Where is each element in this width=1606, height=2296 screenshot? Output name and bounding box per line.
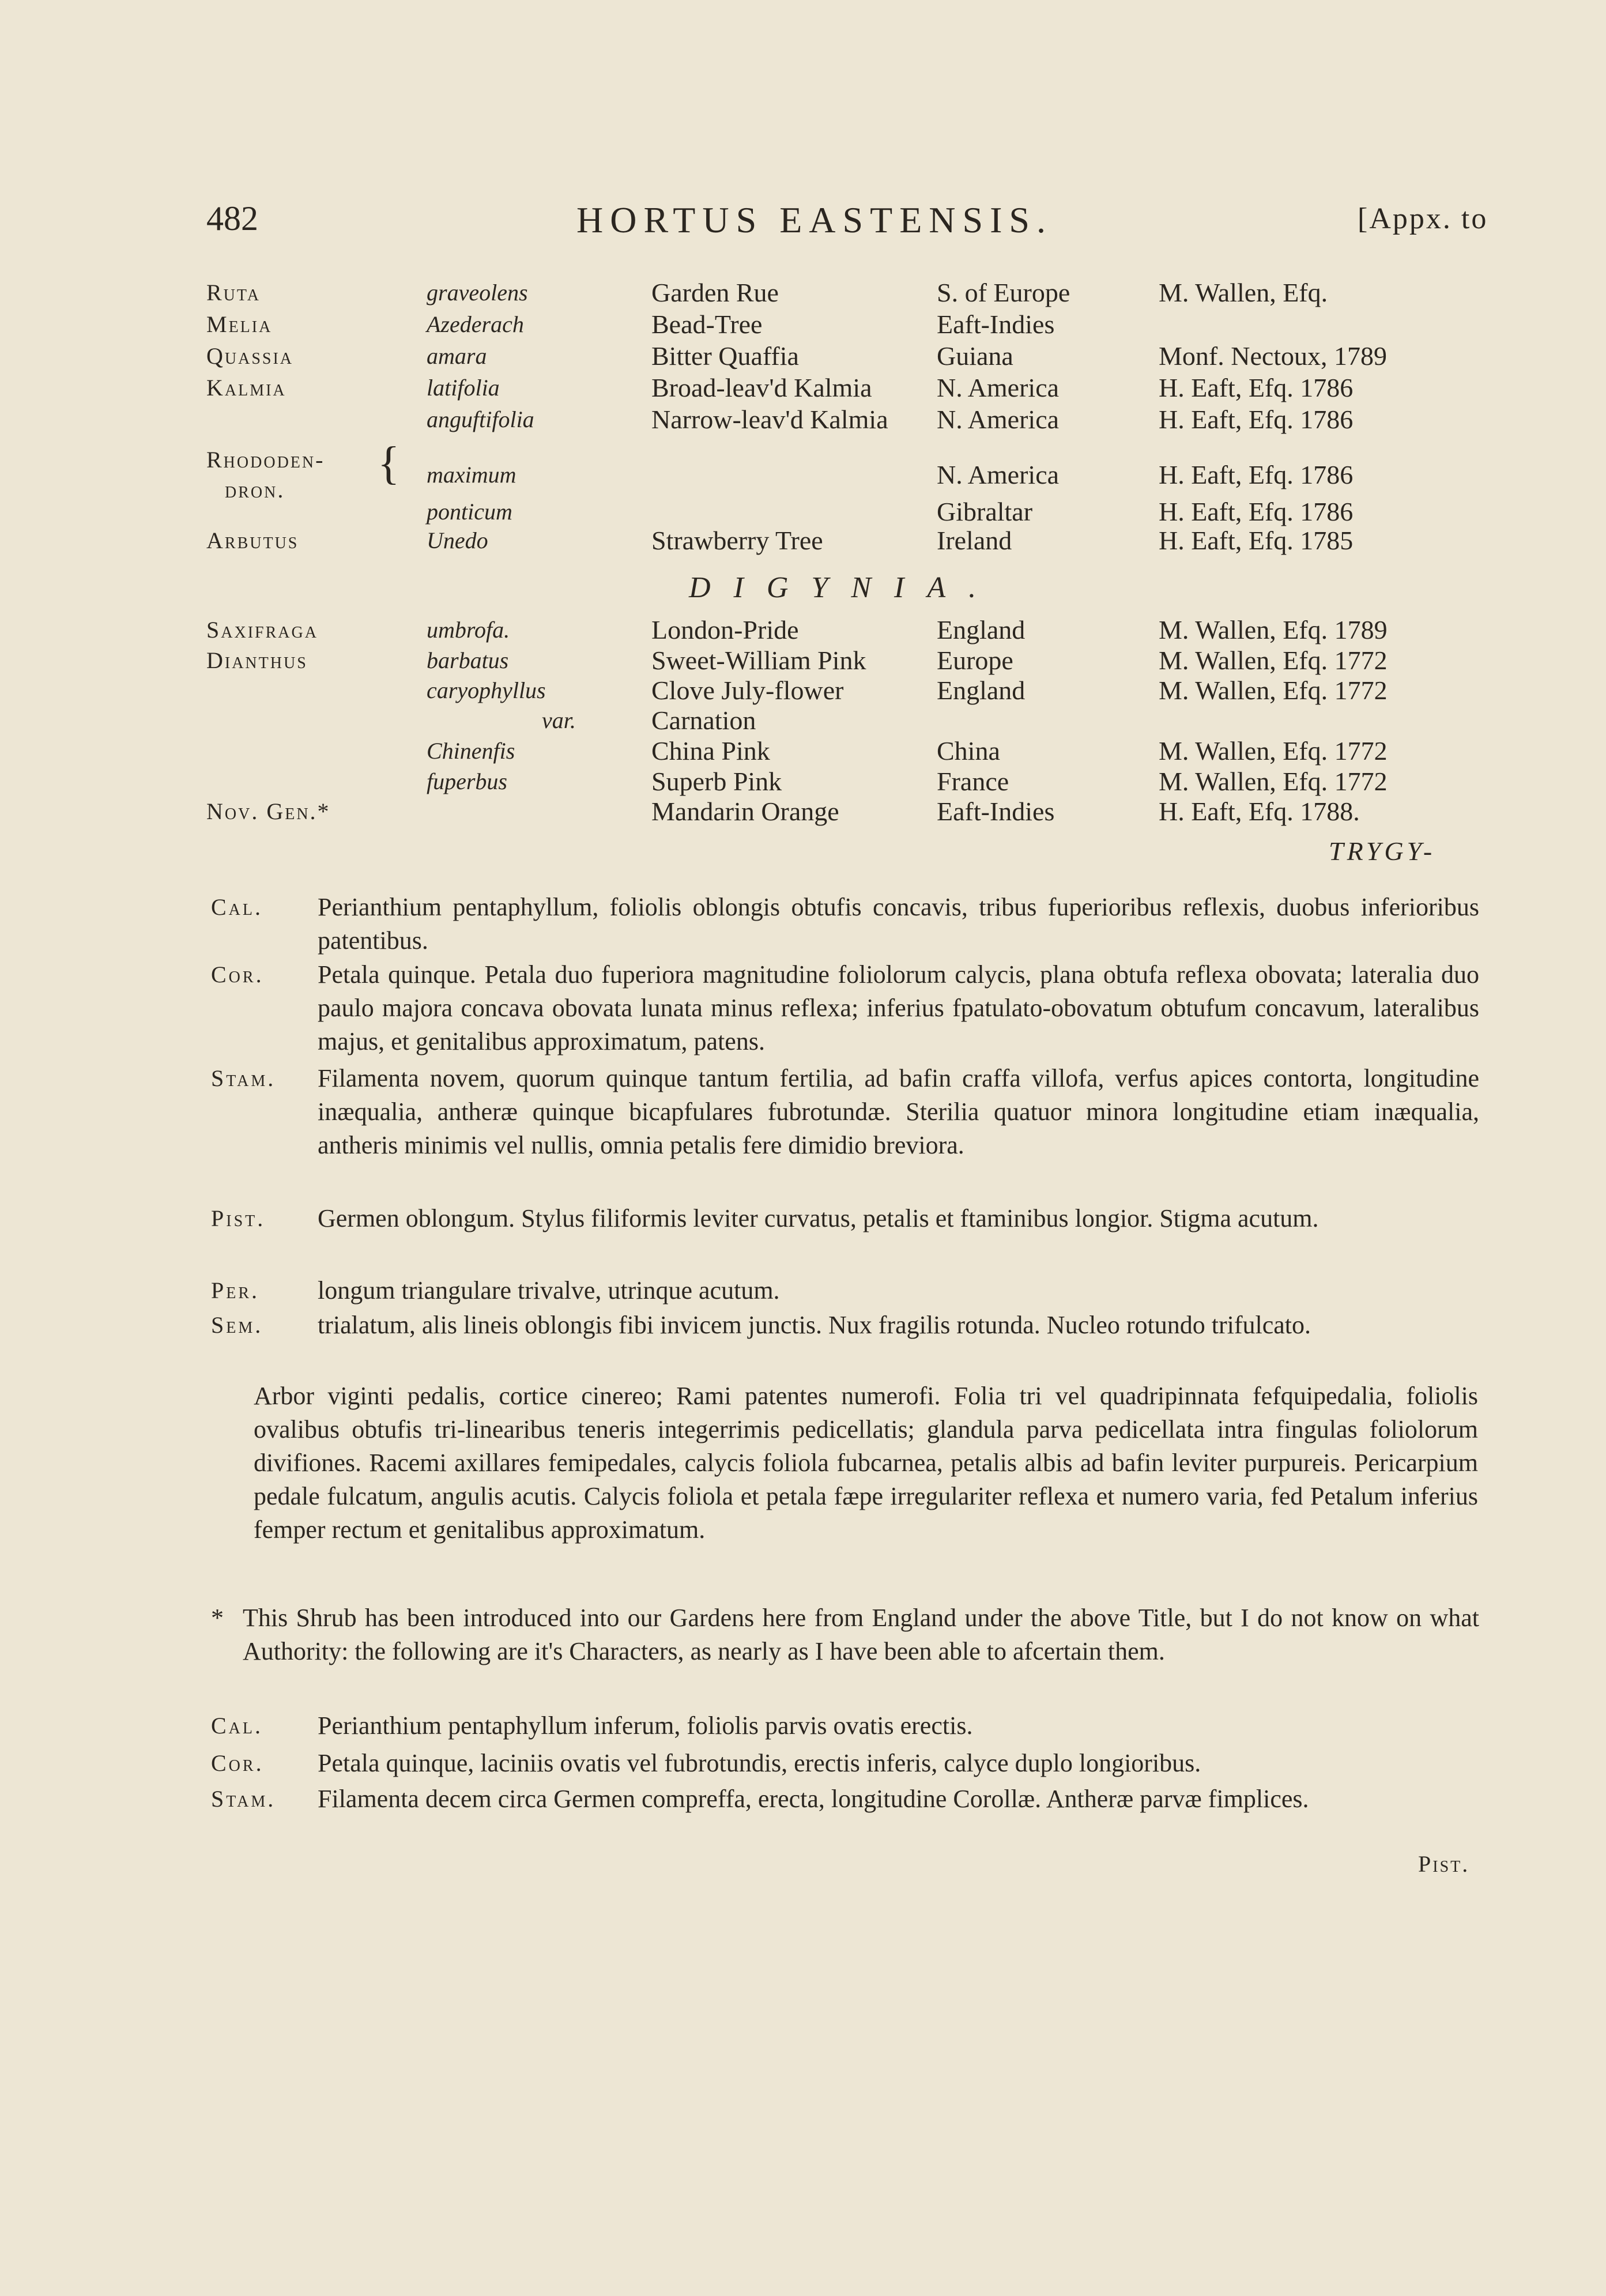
entry-text: Germen oblongum. Stylus filiformis leviter curvatus, petalis et ftaminibus longior. Stigma acutum. (318, 1204, 1319, 1232)
appendix-label: [Appx. to (1358, 202, 1488, 235)
table-row (0, 614, 1606, 649)
country-cell: N. America (937, 373, 1060, 402)
authority-cell: M. Wallen, Efq. 1772 (1159, 736, 1388, 766)
genus-cell: Rhododen- (206, 447, 325, 473)
description-entry (211, 958, 1479, 1058)
genus-cell: Melia (206, 311, 273, 337)
country-cell: Eaft-Indies (937, 310, 1055, 339)
catchword-top: TRYGY- (1329, 836, 1436, 866)
english-name-cell: Mandarin Orange (651, 797, 839, 826)
country-cell: Gibraltar (937, 497, 1033, 526)
species-cell: anguftifolia (427, 406, 534, 432)
genus-cell: Kalmia (206, 375, 286, 401)
genus-cell: Nov. Gen.* (206, 798, 331, 824)
table-row (0, 704, 1606, 739)
entry-label: Cal. (211, 1713, 263, 1739)
species-cell: latifolia (427, 375, 500, 401)
table-row (0, 340, 1606, 375)
country-cell: Eaft-Indies (937, 797, 1055, 826)
species-cell: graveolens (427, 280, 528, 306)
table-row (0, 796, 1606, 830)
section-heading: DIGYNIA. (689, 571, 1000, 604)
entry-text: Petala quinque. Petala duo fuperiora magnitudine foliolorum calycis, plana obtufa reflexa obovata; lateralia duo paulo majora concava obovata lunata minus reflexa; inferius fpatulato-obovatum obtufum concavum, lateralibus majus, et genitalibus approximatum, patens. (318, 960, 1479, 1055)
species-cell: fuperbus (427, 768, 507, 794)
entry-text: trialatum, alis lineis oblongis fibi invicem junctis. Nux fragilis rotunda. Nucleo rotundo trifulcato. (318, 1311, 1311, 1339)
species-cell: umbrofa. (427, 617, 510, 643)
entry-label: Pist. (211, 1205, 266, 1231)
species-cell: caryophyllus (427, 677, 546, 703)
brace-icon: { (378, 438, 400, 489)
country-cell: France (937, 767, 1009, 796)
authority-cell: M. Wallen, Efq. 1772 (1159, 646, 1388, 675)
authority-cell: M. Wallen, Efq. 1772 (1159, 767, 1388, 796)
species-cell: Chinenfis (427, 738, 515, 764)
entry-label: Cor. (211, 1750, 264, 1776)
entry-label: Per. (211, 1277, 260, 1303)
country-cell: Ireland (937, 526, 1012, 555)
english-name-cell: Broad-leav'd Kalmia (651, 373, 872, 402)
entry-text: Filamenta novem, quorum quinque tantum fertilia, ad bafin craffa villofa, verfus apices contorta, longitudine inæqualia, antheræ quinque bicapfulares fubrotundæ. Sterilia quatuor minora longitudine etiam inæqualia, antheris minimis vel nullis, omnia petalis fere dimidio breviora. (318, 1064, 1479, 1159)
english-name-cell: Bitter Quaffia (651, 341, 799, 371)
genus-cell: Saxifraga (206, 617, 318, 643)
description-entry (211, 1309, 1479, 1342)
genus-cell-continued: dron. (225, 477, 285, 503)
authority-cell: H. Eaft, Efq. 1786 (1159, 405, 1354, 434)
genus-cell: Arbutus (206, 527, 299, 553)
table-row (0, 277, 1606, 311)
authority-cell: Monf. Nectoux, 1789 (1159, 341, 1388, 371)
entry-text: longum triangulare trivalve, utrinque acutum. (318, 1276, 780, 1305)
authority-cell: H. Eaft, Efq. 1786 (1159, 497, 1354, 526)
english-name-cell: Garden Rue (651, 278, 779, 307)
country-cell: N. America (937, 405, 1060, 434)
country-cell: China (937, 736, 1000, 766)
entry-label: Sem. (211, 1312, 263, 1338)
footnote-text: This Shrub has been introduced into our Gardens here from England under the above Title, but I do not know on what Authority: the following are it's Characters, as nearly as I have been able to afcertain them. (243, 1604, 1479, 1665)
english-name-cell: Clove July-flower (651, 676, 844, 705)
entry-label: Cal. (211, 894, 263, 920)
english-name-cell: Carnation (651, 706, 756, 735)
authority-cell: M. Wallen, Efq. 1772 (1159, 676, 1388, 705)
table-row (0, 674, 1606, 709)
authority-cell: H. Eaft, Efq. 1786 (1159, 460, 1354, 489)
species-cell: Azederach (427, 311, 524, 337)
country-cell: England (937, 615, 1026, 644)
footnote-marker: * (211, 1604, 224, 1632)
table-row (0, 404, 1606, 438)
country-cell: England (937, 676, 1026, 705)
english-name-cell: Narrow-leav'd Kalmia (651, 405, 888, 434)
entry-label: Stam. (211, 1065, 276, 1091)
genus-cell: Ruta (206, 280, 261, 306)
table-row (0, 766, 1606, 800)
catchword-bottom: Pist. (1418, 1851, 1470, 1877)
authority-cell: H. Eaft, Efq. 1785 (1159, 526, 1354, 555)
table-row (0, 735, 1606, 770)
variety-cell: var. (542, 707, 576, 733)
english-name-cell: China Pink (651, 736, 770, 766)
species-cell: barbatus (427, 647, 509, 673)
description-entry (211, 1274, 1479, 1307)
footnote-entry (211, 1709, 1479, 1743)
english-name-cell: Superb Pink (651, 767, 782, 796)
entry-text: Petala quinque, laciniis ovatis vel fubrotundis, erectis inferis, calyce duplo longioribus. (318, 1749, 1201, 1777)
country-cell: S. of Europe (937, 278, 1070, 307)
species-cell: Unedo (427, 527, 488, 553)
table-row (0, 525, 1606, 559)
page-number: 482 (206, 199, 258, 237)
running-title: HORTUS EASTENSIS. (576, 199, 1053, 240)
habit-paragraph: Arbor viginti pedalis, cortice cinereo; Rami patentes numerofi. Folia tri vel quadripinnata fefquipedalia, foliolis ovalibus obtufis tri-linearibus teneris integerrimis pedicellatis; glandula parva pedicellata intra fingulas foliolorum divifiones. Racemi axillares femipedales, calycis foliola fubcarnea, petalis albis ad bafin leviter purpureis. Pericarpium pedale fulcatum, angulis acutis. Calycis foliola et petala fæpe irregulariter reflexa et numero varia, fed Petalum inferius femper rectum et genitalibus approximatum. (254, 1382, 1478, 1544)
description-entry (211, 891, 1479, 957)
english-name-cell: Sweet-William Pink (651, 646, 866, 675)
footnote-entry (211, 1782, 1479, 1816)
description-entry (211, 1062, 1479, 1162)
footnote-entry (211, 1747, 1479, 1780)
species-cell: ponticum (427, 499, 512, 525)
country-cell: Guiana (937, 341, 1013, 371)
country-cell: N. America (937, 460, 1060, 489)
table-row (0, 644, 1606, 679)
table-row (0, 372, 1606, 406)
authority-cell: H. Eaft, Efq. 1788. (1159, 797, 1360, 826)
english-name-cell: Bead-Tree (651, 310, 763, 339)
footnote (211, 1601, 1479, 1668)
genus-cell: Quassia (206, 343, 294, 369)
entry-text: Perianthium pentaphyllum inferum, foliolis parvis ovatis erectis. (318, 1711, 973, 1740)
species-cell: amara (427, 343, 487, 369)
authority-cell: M. Wallen, Efq. (1159, 278, 1328, 307)
entry-label: Cor. (211, 962, 264, 987)
authority-cell: M. Wallen, Efq. 1789 (1159, 615, 1388, 644)
english-name-cell: Strawberry Tree (651, 526, 823, 555)
species-cell: maximum (427, 462, 517, 488)
table-row (0, 308, 1606, 343)
description-entry (211, 1202, 1479, 1235)
authority-cell: H. Eaft, Efq. 1786 (1159, 373, 1354, 402)
genus-cell: Dianthus (206, 647, 308, 673)
country-cell: Europe (937, 646, 1013, 675)
entry-text: Perianthium pentaphyllum, foliolis oblongis obtufis concavis, tribus fuperioribus reflexis, duobus inferioribus patentibus. (318, 893, 1479, 955)
english-name-cell: London-Pride (651, 615, 799, 644)
entry-text: Filamenta decem circa Germen compreffa, erecta, longitudine Corollæ. Antheræ parvæ fimplices. (318, 1785, 1309, 1813)
entry-label: Stam. (211, 1786, 276, 1812)
